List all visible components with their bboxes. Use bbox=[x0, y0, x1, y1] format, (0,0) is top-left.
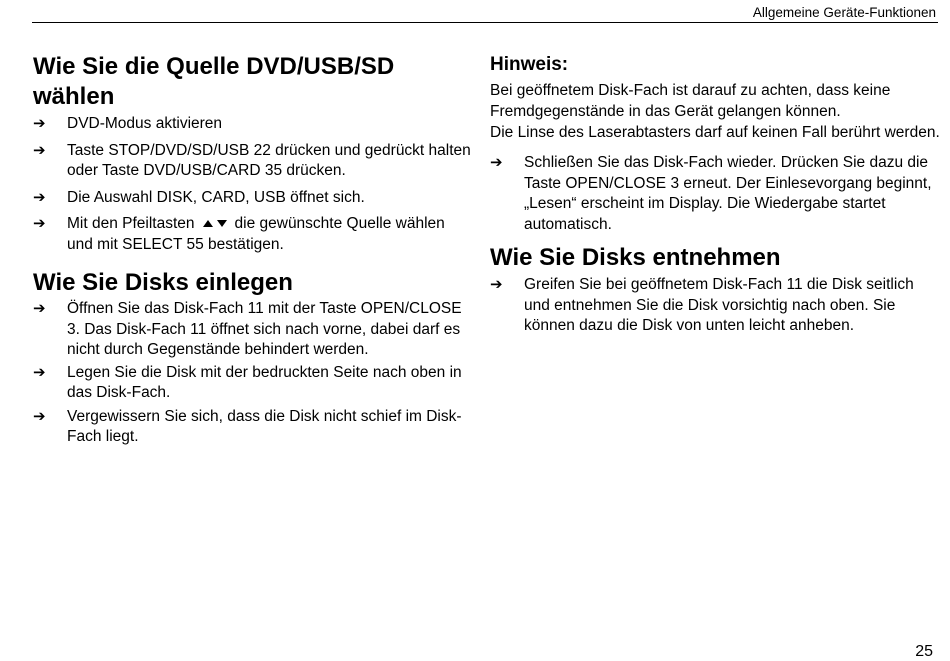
select-source-list bbox=[33, 114, 473, 255]
list-item-text: Die Auswahl DISK, CARD, USB öffnet sich. bbox=[67, 188, 365, 206]
list-item bbox=[490, 153, 940, 235]
arrow-right-icon: ➔ bbox=[33, 363, 46, 381]
note-paragraph: Die Linse des Laserabtasters darf auf keinen Fall berührt werden. bbox=[490, 124, 940, 141]
arrow-right-icon: ➔ bbox=[33, 300, 46, 317]
triangle-up-icon bbox=[203, 220, 213, 227]
list-item bbox=[33, 407, 473, 448]
list-item-text: Legen Sie die Disk mit der bedruckten Seite nach oben in das Disk-Fach. bbox=[67, 363, 462, 401]
list-item-text: DVD-Modus aktivieren bbox=[67, 115, 223, 132]
left-column bbox=[33, 52, 473, 448]
arrow-right-icon: ➔ bbox=[490, 154, 503, 171]
list-item bbox=[33, 114, 473, 135]
heading-select-source: Wie Sie die Quelle DVD/USB/SD wählen bbox=[33, 53, 395, 110]
arrow-right-icon: ➔ bbox=[490, 276, 503, 293]
list-item-text bbox=[67, 214, 473, 255]
list-item bbox=[33, 363, 473, 404]
arrow-keys-text-prefix: Mit den Pfeiltasten bbox=[67, 215, 195, 232]
remove-disk-list bbox=[490, 275, 940, 337]
page-number: 25 bbox=[915, 643, 933, 660]
list-item-text: Vergewissern Sie sich, dass die Disk nicht schief im Disk-Fach liegt. bbox=[67, 407, 462, 445]
right-column bbox=[490, 52, 940, 337]
list-item bbox=[33, 188, 473, 209]
heading-note: Hinweis: bbox=[490, 54, 569, 75]
heading-remove-disk: Wie Sie Disks entnehmen bbox=[490, 244, 781, 271]
list-item bbox=[33, 299, 473, 361]
list-item-text: Öffnen Sie das Disk-Fach 11 mit der Taste OPEN/CLOSE 3. Das Disk-Fach 11 öffnet sich nach vorne, dabei darf es nicht durch Gegenstände behindert werden. bbox=[67, 300, 462, 358]
arrow-keys-text-suffix: die gewünschte Quelle wählen und mit SELECT 55 bestätigen. bbox=[67, 215, 445, 253]
running-header: Allgemeine Geräte-Funktionen bbox=[752, 5, 936, 20]
arrow-right-icon: ➔ bbox=[33, 115, 46, 132]
arrow-right-icon: ➔ bbox=[33, 407, 46, 425]
heading-insert-disk: Wie Sie Disks einlegen bbox=[33, 269, 293, 296]
note-list bbox=[490, 153, 940, 235]
insert-disk-list bbox=[33, 299, 473, 448]
list-item bbox=[33, 141, 473, 182]
list-item bbox=[490, 275, 940, 337]
arrow-right-icon: ➔ bbox=[33, 188, 46, 206]
triangle-down-icon bbox=[217, 220, 227, 227]
header-rule bbox=[32, 22, 938, 23]
list-item bbox=[33, 214, 473, 255]
arrow-right-icon: ➔ bbox=[33, 141, 46, 159]
list-item-text: Taste STOP/DVD/SD/USB 22 drücken und gedrückt halten oder Taste DVD/USB/CARD 35 drücken. bbox=[67, 141, 471, 179]
arrow-right-icon: ➔ bbox=[33, 215, 46, 232]
list-item-text: Greifen Sie bei geöffnetem Disk-Fach 11 die Disk seitlich und entnehmen Sie die Disk vorsichtig nach oben. Sie können dazu die Disk von unten leicht anheben. bbox=[524, 276, 914, 334]
list-item-text: Schließen Sie das Disk-Fach wieder. Drücken Sie dazu die Taste OPEN/CLOSE 3 erneut. Der Einlesevorgang beginnt, „Lesen“ erscheint im Display. Die Wiedergabe startet automatisch. bbox=[524, 154, 932, 233]
note-paragraph: Bei geöffnetem Disk-Fach ist darauf zu achten, dass keine Fremdgegenstände in das Gerät gelangen können. bbox=[490, 82, 891, 120]
